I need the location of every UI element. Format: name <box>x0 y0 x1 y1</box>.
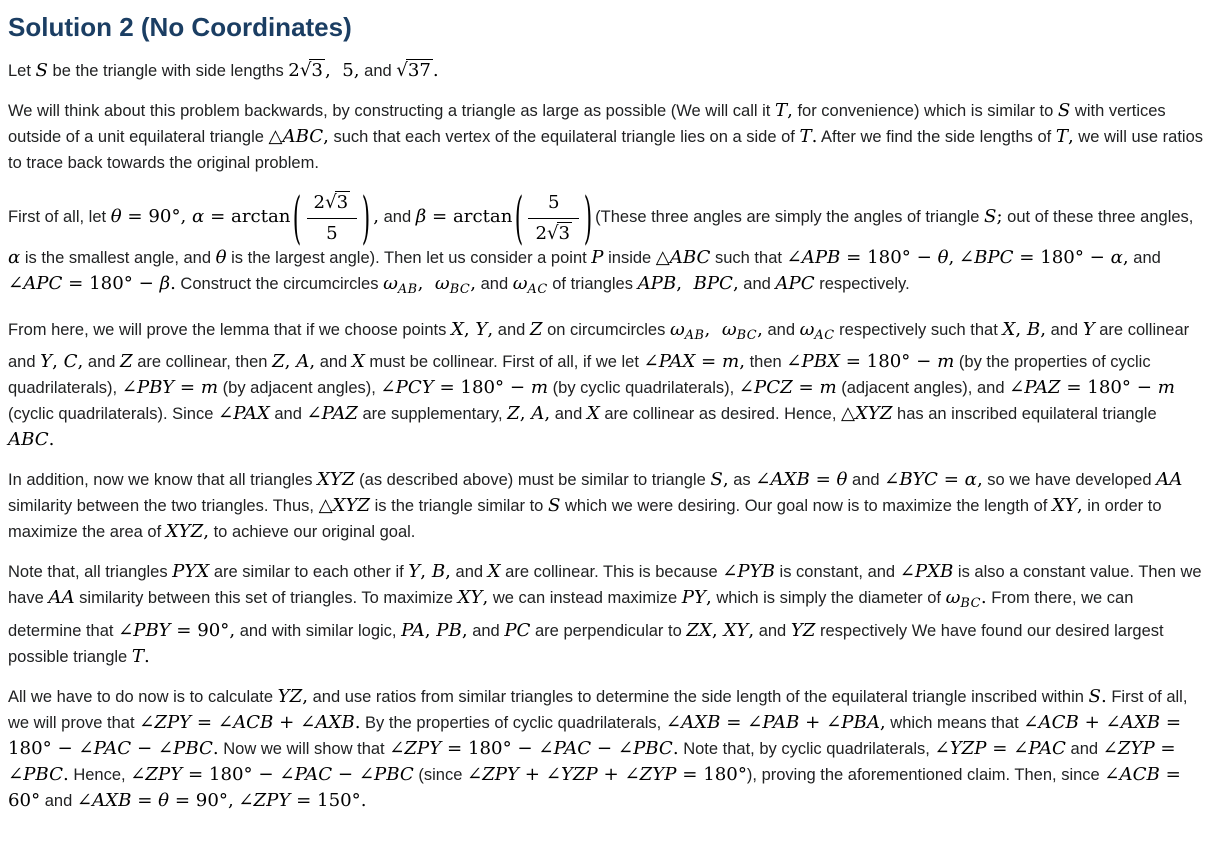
math-run: Z, A, <box>507 403 551 425</box>
text-run: From here, we will prove the lemma that if we choose points <box>8 321 451 340</box>
text-run: First of all, let <box>8 207 111 226</box>
math-run: ∠BYC = α, <box>884 469 983 491</box>
text-run: Now we will show that <box>218 739 390 758</box>
math-run: , <box>373 205 380 227</box>
text-run: is the smallest angle, and <box>20 249 216 268</box>
math-run: ∠PXB <box>899 561 954 583</box>
math-run <box>528 190 579 245</box>
text-run: and <box>83 353 121 372</box>
math-run <box>307 190 358 245</box>
math-run: . <box>432 60 439 81</box>
math-run: ∠ZPY = 150°. <box>238 789 367 811</box>
math-run: arctan <box>231 205 291 227</box>
math-run: 5 <box>547 192 560 213</box>
paragraphs-container <box>8 58 1203 814</box>
math-run: AA <box>1156 469 1183 491</box>
text-run: Hence, <box>68 765 131 784</box>
math-run: Y, C, <box>40 351 84 373</box>
math-run: Y <box>1082 319 1095 341</box>
math-run: BC <box>736 328 758 344</box>
math-run: AB <box>684 328 705 344</box>
math-run: √3 <box>546 222 571 244</box>
math-run: T, <box>774 100 793 121</box>
math-run: XYZ <box>317 469 355 491</box>
text-run: are collinear and <box>8 321 1190 372</box>
math-run: YZ, <box>277 685 309 707</box>
text-run: (adjacent angles), and <box>836 379 1010 398</box>
math-run: XYZ, <box>165 521 210 543</box>
text-run: such that <box>710 249 787 268</box>
math-run: APB, BPC, <box>637 273 739 295</box>
math-run: S; <box>984 205 1003 227</box>
math-run: △XYZ <box>841 403 893 425</box>
math-run: X, Y, <box>450 319 494 341</box>
math-run: ω <box>434 273 450 295</box>
text-run: and <box>450 563 488 582</box>
text-run: are supplementary, <box>357 405 508 424</box>
text-run: be the triangle with side lengths <box>47 62 289 80</box>
math-run: XY, <box>1051 495 1083 517</box>
text-run: similarity between this set of triangles. To maximize <box>74 589 458 608</box>
math-run: S <box>35 60 48 81</box>
math-run: ∠AXB = θ = 90°, <box>76 789 234 811</box>
math-run: AB <box>397 282 418 298</box>
math-run: 2 <box>313 192 326 213</box>
math-run: , <box>704 319 722 341</box>
section-heading: Solution 2 (No Coordinates) <box>8 12 352 42</box>
math-run: T. <box>799 126 818 147</box>
text-run: and use ratios from similar triangles to determine the side length of the equilateral triangle inscribed within <box>308 687 1089 706</box>
text-run: and <box>269 405 307 424</box>
math-run: YZ <box>790 619 816 641</box>
text-run: and <box>359 62 397 80</box>
text-run: First of all, we will prove that <box>8 687 1188 732</box>
text-run: In addition, now we know that all triangles <box>8 471 318 490</box>
text-run: (as described above) must be similar to triangle <box>354 471 711 490</box>
math-run: ∠PYB <box>722 561 775 583</box>
math-run: ∠PAZ <box>306 403 358 425</box>
math-run: ∠PAX <box>218 403 270 425</box>
text-run: Let <box>8 62 36 80</box>
math-run: ABC. <box>8 429 55 451</box>
math-run: XY, <box>457 587 489 609</box>
math-run: , 5, <box>324 60 360 81</box>
math-run: ∠PAX = m, <box>643 351 745 373</box>
text-run: are collinear. This is because <box>500 563 723 582</box>
text-run: and <box>1065 739 1103 758</box>
math-run: AC <box>527 282 548 298</box>
paragraph-7 <box>8 684 1203 814</box>
math-run: X <box>351 351 365 373</box>
text-run: so we have developed <box>982 471 1157 490</box>
math-run: ω <box>669 319 685 341</box>
math-run: ω <box>383 273 398 295</box>
text-run: ), proving the aforementioned claim. Then, since <box>746 765 1105 784</box>
math-run: ( <box>515 185 524 250</box>
text-run: which we were desiring. Our goal now is to maximize the length of <box>560 497 1052 516</box>
paragraph-6 <box>8 559 1203 669</box>
text-run: and <box>379 207 416 226</box>
text-run: By the properties of cyclic quadrilaterals, <box>360 713 666 732</box>
text-run: are perpendicular to <box>530 621 687 640</box>
math-run: ∠ZPY = 180° − ∠PAC − ∠PBC <box>130 763 414 785</box>
math-run: T. <box>131 645 150 667</box>
math-run: ∠ZPY + ∠YZP + ∠ZYP = 180° <box>467 763 747 785</box>
paragraph-2 <box>8 98 1203 176</box>
text-run: (by cyclic quadrilaterals), <box>548 379 739 398</box>
text-run: is the largest angle). Then let us consider a point <box>226 249 592 268</box>
math-run: ( <box>293 185 302 250</box>
text-run: is also a constant value. Then we have <box>8 563 1202 608</box>
text-run: are collinear as desired. Hence, <box>599 405 841 424</box>
math-run: PC <box>504 619 531 641</box>
text-run: respectively such that <box>834 321 1003 340</box>
math-run: ∠AXB = θ <box>755 469 848 491</box>
math-run: Y, B, <box>408 561 451 583</box>
text-run: and <box>738 275 776 294</box>
math-run: , <box>470 273 477 295</box>
text-run: must be collinear. First of all, if we let <box>364 353 644 372</box>
text-run: Note that, all triangles <box>8 563 173 582</box>
math-run: ) <box>361 185 371 250</box>
math-run: PYX <box>172 561 210 583</box>
math-run: Z <box>120 351 133 373</box>
text-run: out of these three angles, <box>1002 207 1194 226</box>
math-run: ∠ACB + ∠AXB = 180° − ∠PAC − ∠PBC. <box>8 711 1187 759</box>
math-run: ∠YZP = ∠PAC <box>934 737 1066 759</box>
math-run: ∠PBY = 90°, <box>118 619 236 641</box>
math-run: APC <box>775 273 815 295</box>
text-run: respectively We have found our desired largest possible triangle <box>8 621 1164 666</box>
text-run: we will use ratios to trace back towards the original problem. <box>8 128 1204 172</box>
math-run: S, <box>710 469 729 491</box>
math-run: α <box>8 247 21 269</box>
text-run: for convenience) which is similar to <box>792 102 1058 120</box>
text-run: inside <box>603 249 656 268</box>
text-run: All we have to do now is to calculate <box>8 687 278 706</box>
text-run: then <box>745 353 787 372</box>
text-run: are similar to each other if <box>209 563 409 582</box>
text-run: with vertices outside of a unit equilateral triangle <box>8 102 1166 146</box>
math-run: β = <box>415 205 453 227</box>
text-run: are collinear, then <box>132 353 273 372</box>
paragraph-1 <box>8 58 1203 84</box>
math-run: ∠PAZ = 180° − m <box>1009 377 1175 399</box>
text-run: to achieve our original goal. <box>209 523 416 542</box>
paragraph-5 <box>8 467 1203 545</box>
math-run: √37 <box>396 60 431 81</box>
text-run: has an inscribed equilateral triangle <box>892 405 1157 424</box>
text-run: similarity between the two triangles. Thus, <box>8 497 319 516</box>
math-run: ∠PBY = m <box>121 377 219 399</box>
math-run: BC <box>449 282 471 298</box>
math-run: ω <box>721 319 737 341</box>
math-run: P <box>591 247 604 269</box>
text-run: which means that <box>885 713 1024 732</box>
text-run: is the triangle similar to <box>370 497 548 516</box>
text-run: We will think about this problem backwards, by constructing a triangle as large as possible (We will call it <box>8 102 775 120</box>
text-run: Construct the circumcircles <box>175 275 384 294</box>
text-run: and <box>493 321 530 340</box>
math-run: △ABC <box>655 247 711 269</box>
text-run: on circumcircles <box>542 321 670 340</box>
math-run: ∠AXB = ∠PAB + ∠PBA, <box>665 711 886 733</box>
text-run: (cyclic quadrilaterals). Since <box>8 405 218 424</box>
math-run: , <box>417 273 435 295</box>
text-run: such that each vertex of the equilateral triangle lies on a side of <box>328 128 800 146</box>
text-run: which is simply the diameter of <box>711 589 946 608</box>
text-run: and <box>847 471 885 490</box>
text-run: is constant, and <box>774 563 900 582</box>
text-run: of triangles <box>547 275 638 294</box>
math-run: ∠ACB = 60° <box>8 763 1187 811</box>
text-run: and with similar logic, <box>235 621 402 640</box>
text-run: and <box>1045 321 1083 340</box>
text-run: After we find the side lengths of <box>817 128 1056 146</box>
math-run: BC <box>960 596 981 612</box>
math-run: ∠ZPY = ∠ACB + ∠AXB. <box>139 711 361 733</box>
math-run: S <box>1057 100 1071 121</box>
math-run: △XYZ <box>318 495 371 517</box>
math-run: θ <box>215 247 227 269</box>
text-run: and <box>315 353 352 372</box>
math-run: ω <box>512 273 528 295</box>
text-run: (since <box>413 765 467 784</box>
math-run: √3 <box>325 192 349 213</box>
text-run: Note that, by cyclic quadrilaterals, <box>678 739 935 758</box>
text-run: From there, we can determine that <box>8 589 1134 640</box>
math-run: ∠PBX = 180° − m <box>786 351 955 373</box>
text-run: and <box>762 321 800 340</box>
math-run: X, B, <box>1002 319 1046 341</box>
math-run: S. <box>1088 685 1107 707</box>
text-run: and <box>476 275 513 294</box>
paragraph-3 <box>8 185 1203 303</box>
math-run: . <box>980 587 987 609</box>
math-run: ∠BPC = 180° − α, <box>958 247 1129 269</box>
math-run: , <box>757 319 763 341</box>
math-run: ∠ZYP = ∠PBC. <box>8 737 1182 785</box>
math-run: 2 <box>288 60 300 81</box>
math-run: AC <box>814 328 835 344</box>
math-run: ∠ZPY = 180° − ∠PAC − ∠PBC. <box>389 737 679 759</box>
math-run: ω <box>945 587 961 609</box>
math-run: PY, <box>681 587 712 609</box>
math-run: arctan <box>452 205 513 227</box>
text-run: (These three angles are simply the angles of triangle <box>595 207 985 226</box>
math-run: θ = 90°, α = <box>110 205 232 227</box>
text-run: and <box>467 621 505 640</box>
text-run: and <box>550 405 587 424</box>
text-run: and <box>1128 249 1161 268</box>
math-run: S <box>547 495 561 517</box>
math-run: 5 <box>326 222 338 244</box>
math-run: ∠PCY = 180° − m <box>380 377 549 399</box>
math-run: ) <box>583 185 593 250</box>
text-run: as <box>728 471 756 490</box>
math-run: X <box>487 561 501 583</box>
math-run: Z <box>529 319 543 341</box>
text-run: we can instead maximize <box>488 589 682 608</box>
text-run: in order to maximize the area of <box>8 497 1162 542</box>
text-run: and <box>754 621 791 640</box>
text-run: (by adjacent angles), <box>218 379 381 398</box>
text-run: and <box>40 791 77 810</box>
math-run: Z, A, <box>272 351 316 373</box>
math-run: X <box>586 403 600 425</box>
math-run: ∠APB = 180° − θ, <box>786 247 955 269</box>
text-run: respectively. <box>814 275 910 294</box>
math-run: ∠APC = 180° − β. <box>8 273 176 295</box>
math-run: ZX, XY, <box>686 619 755 641</box>
math-run: AA <box>48 587 75 609</box>
math-run: △ABC, <box>268 126 329 147</box>
math-run: ∠PCZ = m <box>738 377 837 399</box>
text-run: (by the properties of cyclic quadrilaterals), <box>8 353 1151 398</box>
math-run: 2 <box>535 222 547 244</box>
paragraph-4 <box>8 317 1203 453</box>
math-run: √3 <box>299 60 323 81</box>
math-run: ω <box>799 319 815 341</box>
math-run: PA, PB, <box>401 619 468 641</box>
math-run: T, <box>1055 126 1074 147</box>
